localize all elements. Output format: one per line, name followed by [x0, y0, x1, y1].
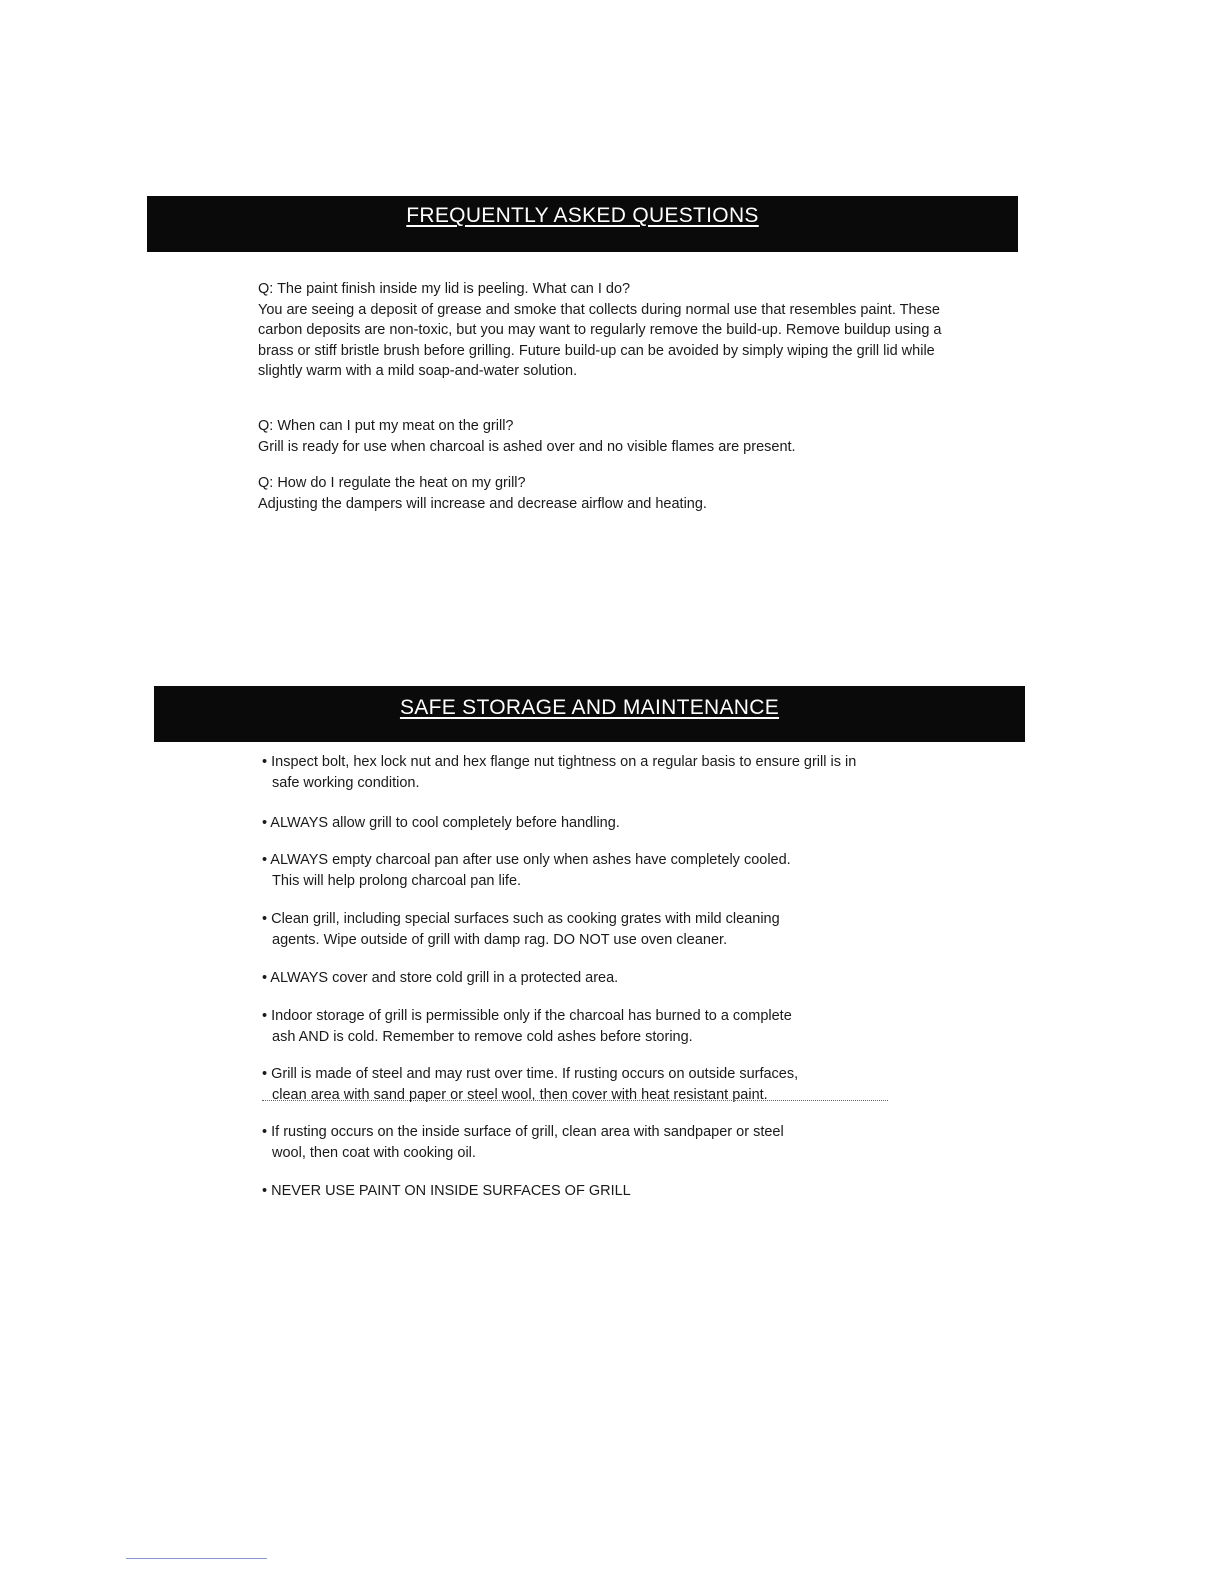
bullet-line: • ALWAYS cover and store cold grill in a protected area. — [262, 970, 619, 986]
faq-question: Q: When can I put my meat on the grill? — [258, 418, 514, 434]
faq-item — [258, 416, 948, 457]
bullet-line: • Clean grill, including special surfaces such as cooking grates with mild cleaning — [262, 911, 780, 927]
faq-item — [258, 473, 948, 514]
bullet-line: This will help prolong charcoal pan life. — [272, 873, 522, 889]
bullet-line: • ALWAYS allow grill to cool completely before handling. — [262, 815, 620, 831]
maintenance-bullet — [262, 1181, 952, 1202]
faq-section-header: FREQUENTLY ASKED QUESTIONS — [147, 196, 1018, 252]
faq-answer: You are seeing a deposit of grease and smoke that collects during normal use that resembles paint. These carbon deposits are non-toxic, but you may want to regularly remove the build-up. Remove buildup using a brass or stiff bristle brush before grilling. Future build-up can be avoided by simply wiping the grill lid while slightly warm with a mild soap-and-water solution. — [258, 301, 942, 379]
maintenance-bullet — [262, 968, 952, 989]
maintenance-bullet — [262, 1122, 952, 1164]
footer-divider — [126, 1558, 267, 1559]
bullet-line: • Inspect bolt, hex lock nut and hex flange nut tightness on a regular basis to ensure grill is in — [262, 754, 857, 770]
bullet-line: • ALWAYS empty charcoal pan after use only when ashes have completely cooled. — [262, 852, 791, 868]
maintenance-bullet — [262, 1006, 952, 1048]
bullet-line: clean area with sand paper or steel wool, then cover with heat resistant paint. — [272, 1087, 768, 1103]
bullet-line: • NEVER USE PAINT ON INSIDE SURFACES OF GRILL — [262, 1183, 631, 1199]
maintenance-bullet — [262, 850, 952, 892]
bullet-line: wool, then coat with cooking oil. — [272, 1145, 476, 1161]
bullet-line: • If rusting occurs on the inside surface of grill, clean area with sandpaper or steel — [262, 1124, 784, 1140]
faq-answer: Adjusting the dampers will increase and decrease airflow and heating. — [258, 495, 707, 512]
bullet-line: ash AND is cold. Remember to remove cold ashes before storing. — [272, 1029, 693, 1045]
maintenance-bullet — [262, 813, 952, 834]
bullet-line: • Grill is made of steel and may rust over time. If rusting occurs on outside surfaces, — [262, 1066, 799, 1082]
dotted-underline — [262, 1100, 888, 1101]
maintenance-bullet — [262, 909, 952, 951]
maintenance-bullet — [262, 752, 952, 794]
faq-question: Q: The paint finish inside my lid is peeling. What can I do? — [258, 281, 631, 297]
bullet-line: safe working condition. — [272, 775, 420, 791]
bullet-line: agents. Wipe outside of grill with damp rag. DO NOT use oven cleaner. — [272, 932, 728, 948]
safe-storage-section-header: SAFE STORAGE AND MAINTENANCE — [154, 686, 1025, 742]
faq-item — [258, 279, 948, 382]
faq-question: Q: How do I regulate the heat on my grill? — [258, 475, 526, 491]
bullet-line: • Indoor storage of grill is permissible only if the charcoal has burned to a complete — [262, 1008, 792, 1024]
faq-answer: Grill is ready for use when charcoal is ashed over and no visible flames are present. — [258, 438, 796, 455]
